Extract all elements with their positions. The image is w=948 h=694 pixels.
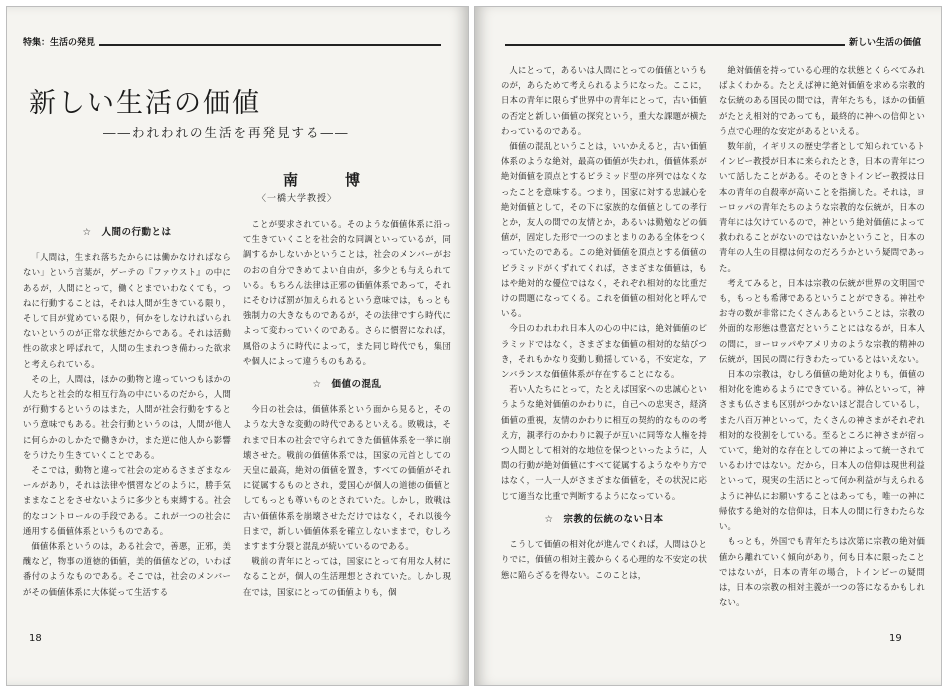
running-header: 新しい生活の価値 — [849, 38, 922, 48]
paragraph: 日本の宗教は，むしろ価値の絶対化よりも，価値の相対化を進めるようにできている。神仏といって，神さまも仏さまも区別がつかないほど混合しているし，また八百万神といって，たくさんの神さまがそれぞれ相対的な役割をしている。至るところに神さまが宿っていて，絶対的な存在としての神によって統一されているわけではない。だから，日本人の信仰は現世利益といって，現実の生活にとって何か利益が与えられるように神仏にお願いすることはあっても，唯一の神に帰依する絶対的な信仰は，日本人の間に行きわたらない。 — [719, 369, 925, 532]
right-page — [474, 6, 942, 686]
section-heading: ☆ 価値の混乱 — [312, 379, 382, 391]
paragraph: こうして価値の相対化が進んでくれば，人間はひとりでに，価値の相対主義からくる心理的な不安定の状態に陥らざるを得ない。このことは， — [501, 539, 707, 580]
page-number: 19 — [889, 633, 902, 644]
paragraph: 「人間は，生まれ落ちたからには働かなければならない」という言葉が，ゲーテの『ファウスト』の中にあるが，人間にとって，働くとまでいわなくても，つねに行動することは，それは人間が生きている限り，そして目が覚めている限り，何かをしなければいられないというのが正常な状態だからである。それは活動性の欲求と呼ばれて，人間の生まれつき備わった欲求と考えられている。 — [23, 252, 231, 369]
left-column-2 — [243, 217, 451, 629]
paragraph: 今日の社会は，価値体系という面から見ると，そのような大きな変動の時代であるといえる。敗戦は，それまで日本の社会で守られてきた価値体系を一挙に崩壊させた。戦前の価値体系では，国家の元首としての天皇に最高，絶対の価値を置き，すべての価値がそれに従属するものとされ，愛国心が個人の道徳の価値としてもっとも尊いものとされていた。しかし，敗戦は古い価値体系を崩壊させただけではなく，それ以後今日まで，新しい価値体系を確立しないままで，むしろますます分裂と混乱が続いているのである。 — [243, 404, 451, 552]
right-column-2 — [719, 63, 925, 629]
left-column-1 — [23, 217, 231, 629]
paragraph: 価値の混乱ということは，いいかえると，古い価値体系のような絶対，最高の価値が失われ，価値体系が絶対価値を頂点とするピラミッド型の序列ではなくなったことを意味する。つまり，国家に対する忠誠心を絶対価値として，その下に家族的な価値としての孝行とか，友人の間での友情とか，あるいは勤勉などの価値が，固定した形で一つのまとまりのある全体をつくっていたのである。この絶対価値を頂点とする価値のピラミッドがくずれてくれば，さまざまな価値は，もはや絶対的な優位ではなく，それぞれ相対的な比重だけの問題になってくる。これを価値の相対化と呼んでいる。 — [501, 141, 707, 319]
header-rule — [99, 44, 441, 46]
right-column-1 — [501, 63, 707, 629]
paragraph: もっとも，外国でも青年たちは次第に宗教の絶対価値から離れていく傾向があり，何も日本に限ったことではないが，日本の青年の場合，トインビーの疑問は，日本の宗教の相対主義が一つの答になるかもしれない。 — [719, 536, 925, 608]
paragraph: 今日のわれわれ日本人の心の中には，絶対価値のピラミッドではなく，さまざまな価値の相対的な結びつき，それもかなり変動し動揺している，不安定な，アンバランスな価値体系が存在することになる。 — [501, 323, 707, 380]
paragraph: 絶対価値を持っている心理的な状態とくらべてみればよくわかる。たとえば神に絶対価値を求める宗教的な伝統のある国民の間では，青年たちも，ほかの価値がたとえ相対的であっても，最終的に神への信仰という点で心理的な安定があるといえる。 — [719, 65, 925, 136]
paragraph: 数年前，イギリスの歴史学者として知られているトインビー教授が日本に来られたとき，日本の青年について話したことがある。そのときトインビー教授は日本の青年の自殺率が高いことを指摘した。それは，ヨーロッパの青年たちのような宗教的な伝統が，日本の青年には欠けているので，神という絶対価値によって救われることがないのではないかということ，日本の青年の人生の目標は何なのだろうかという疑問であった。 — [719, 141, 925, 273]
paragraph: 戦前の青年にとっては，国家にとって有用な人材になることが，個人の生活理想とされていた。しかし現在では，国家にとっての価値よりも，個 — [243, 556, 451, 597]
magazine-spread — [6, 6, 942, 688]
header-rule — [505, 44, 845, 46]
paragraph: 若い人たちにとって，たとえば国家への忠誠心というような絶対価値のかわりに，自己への忠実さ，経済価値の重視，友情のかわりに相互の契約的なものの考え方，親孝行のかわりに親子が互いに同等な人権を持つ人間として相対的な地位を保つといったように，人間の行動が絶対価値にすべて従属するようなやり方ではなく，一人一人がさまざまな価値を，その状況に応じて適当な比重で判断するようになっている。 — [501, 384, 707, 501]
page-number: 18 — [29, 633, 42, 644]
paragraph: ことが要求されている。そのような価値体系に沿って生きていくことを社会的な同調といっているが，同調するかしないかということは，社会のメンバーがおのおの自分できめてよい自由が，多少とも与えられている。もちろん法律は正邪の価値体系であって，それにそむけば罰が加えられるという意味では，もっとも強制力の大きなものであるが，その法律ですら時代によって変わっていくのである。さらに慣習になれば，風俗のように時代によって，また同じ時代でも，集団や個人によって違うものもある。 — [243, 219, 451, 366]
left-page — [6, 6, 469, 686]
paragraph: 価値体系というのは，ある社会で，善悪，正邪，美醜など，物事の道徳的価値，美的価値などの，いわば番付のようなものである。そこでは，社会のメンバーがその価値体系に大体従って生活する — [23, 541, 231, 597]
article-title: 新しい生活の価値 — [29, 88, 261, 119]
article-subtitle: ――われわれの生活を再発見する―― — [103, 125, 350, 140]
section-heading: ☆ 人間の行動とは — [82, 227, 172, 238]
author-name: 南 博 — [283, 171, 377, 189]
paragraph: 人にとって，あるいは人間にとっての価値というものが，あらためて考えられるようになった。ここに，日本の青年に限らず世界中の青年にとって，古い価値の否定と新しい価値の探究という，重大な課題が横たわっているのである。 — [501, 65, 707, 136]
author-affiliation: 〈一橋大学教授〉 — [257, 194, 338, 204]
running-header: 特集：生活の発見 — [23, 38, 96, 48]
paragraph: その上，人間は，ほかの動物と違っていつもほかの人たちと社会的な相互行為の中にいるのだから，人間が行動するというのはまた，人間が社会行動をするという意味でもある。社会行動というのは，人間が他人に何らかのしかたで働きかけ，また逆に他人から影響をうけたり生きていくことである。 — [23, 373, 231, 460]
paragraph: 考えてみると，日本は宗教の伝統が世界の文明国でも，もっとも希薄であるということができる。神社やお寺の数が非常にたくさんあるということは，宗教の外面的な形態は豊富だということにはなるが，日本人の間に，ヨーロッパやアメリカのような宗教的精神の伝統が，国民の間に行きわたっているとはいえない。 — [719, 277, 925, 364]
section-heading: ☆ 宗教的伝統のない日本 — [544, 513, 664, 525]
paragraph: そこでは，動物と違って社会の定めるさまざまなルールがあり，それは法律や慣習などのように，勝手気ままなことをさせないように多少とも束縛する。社会的なコントロールの手段である。これが一つの社会に通用する価値体系というものである。 — [23, 465, 231, 536]
